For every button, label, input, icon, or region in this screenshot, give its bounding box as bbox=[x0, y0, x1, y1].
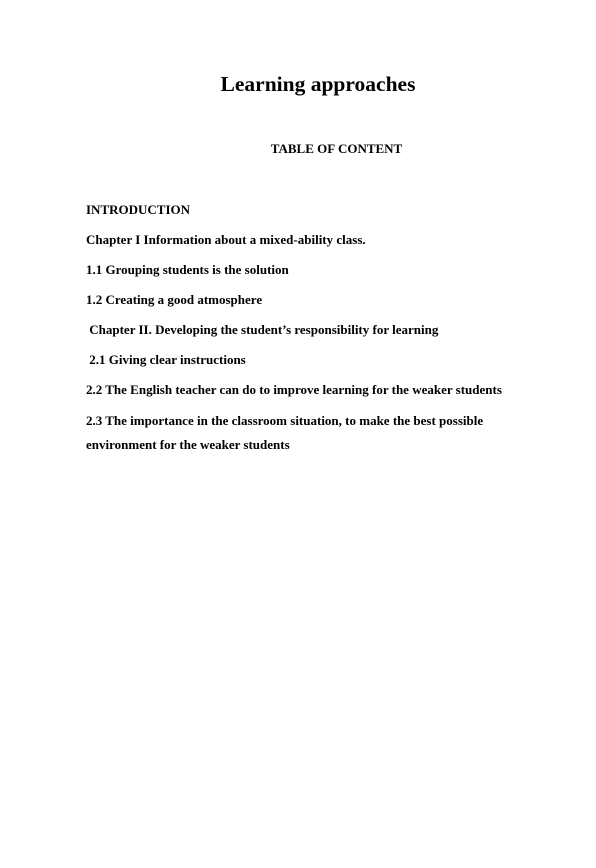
toc-item-introduction: INTRODUCTION bbox=[86, 202, 191, 217]
toc-item-1-1: 1.1 Grouping students is the solution bbox=[86, 262, 289, 277]
document-title: Learning approaches bbox=[220, 72, 416, 96]
toc-item-2-2: 2.2 The English teacher can do to improve learning for the weaker students bbox=[86, 382, 502, 397]
toc-item-2-1: 2.1 Giving clear instructions bbox=[86, 352, 246, 367]
toc-item-chapter-1: Chapter I Information about a mixed-ability class. bbox=[86, 232, 366, 247]
toc-item-2-3: 2.3 The importance in the classroom situation, to make the best possible environment for the weaker students bbox=[86, 413, 484, 452]
toc-heading: TABLE OF CONTENT bbox=[270, 141, 403, 156]
toc-item-1-2: 1.2 Creating a good atmosphere bbox=[86, 292, 263, 307]
toc-item-chapter-2: Chapter II. Developing the student’s responsibility for learning bbox=[86, 322, 439, 337]
